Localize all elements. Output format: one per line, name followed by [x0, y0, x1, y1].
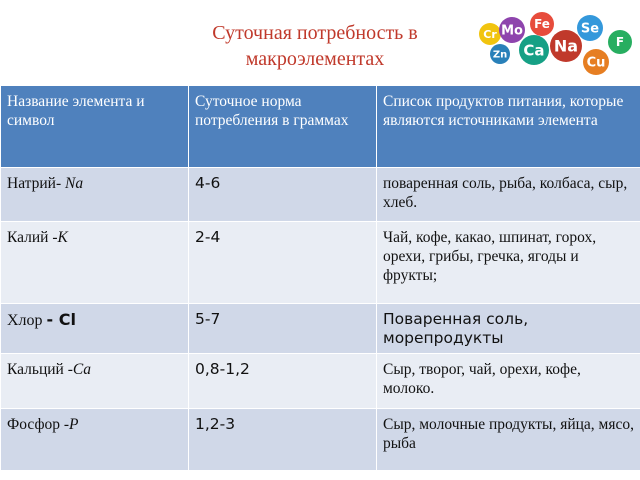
- element-symbol: - Cl: [46, 310, 76, 329]
- element-name: Фосфор -: [7, 416, 70, 433]
- element-name: Натрий-: [7, 175, 66, 192]
- element-ball-label: Mo: [501, 23, 523, 39]
- table-row: [1, 168, 640, 222]
- food-sources-cell: Сыр, молочные продукты, яйца, мясо, рыба: [377, 409, 640, 471]
- element-name-cell: [1, 304, 189, 354]
- element-ball-label: F: [615, 35, 625, 50]
- table-row: [1, 409, 640, 471]
- element-symbol: Na: [65, 175, 84, 192]
- food-sources-cell: Поваренная соль, морепродукты: [377, 304, 640, 354]
- element-ball-label: Cu: [586, 55, 606, 71]
- element-ball-label: Se: [580, 21, 600, 37]
- header-daily-norm: Суточное норма потребления в граммах: [189, 86, 377, 168]
- slide-title: Суточная потребность в макроэлементах: [212, 22, 418, 70]
- daily-amount-cell: 5-7: [189, 304, 377, 354]
- food-sources-cell: Чай, кофе, какао, шпинат, горох, орехи, грибы, гречка, ягоды и фрукты;: [377, 222, 640, 304]
- element-name-cell: [1, 222, 189, 304]
- daily-amount-cell: 1,2-3: [189, 409, 377, 471]
- header-row: [1, 86, 640, 168]
- table-row: [1, 222, 640, 304]
- macroelements-table: [0, 85, 640, 471]
- element-name: Калий -: [7, 229, 58, 246]
- daily-amount-cell: 2-4: [189, 222, 377, 304]
- element-ball-label: Fe: [534, 17, 550, 32]
- element-name-cell: [1, 409, 189, 471]
- daily-amount-cell: 4-6: [189, 168, 377, 222]
- element-name-cell: [1, 354, 189, 409]
- header-food-sources: Список продуктов питания, которые являются источниками элемента: [377, 86, 640, 168]
- element-symbol: K: [57, 229, 68, 246]
- element-name: Кальций -: [7, 361, 73, 378]
- element-name: Хлор: [7, 312, 47, 329]
- element-name-cell: [1, 168, 189, 222]
- element-ball-label: Ca: [523, 41, 545, 60]
- daily-amount-cell: 0,8-1,2: [189, 354, 377, 409]
- element-symbol: P: [69, 416, 79, 433]
- table-row: [1, 354, 640, 409]
- element-symbol: Ca: [72, 361, 91, 378]
- element-balls-image: [478, 8, 638, 78]
- table-row: [1, 304, 640, 354]
- header-element-name: Название элемента и символ: [1, 86, 189, 168]
- element-ball-label: Zn: [492, 49, 508, 61]
- food-sources-cell: Сыр, творог, чай, орехи, кофе, молоко.: [377, 354, 640, 409]
- element-ball-label: Cr: [483, 27, 497, 41]
- element-ball-label: Na: [553, 36, 579, 56]
- food-sources-cell: поваренная соль, рыба, колбаса, сыр, хлеб.: [377, 168, 640, 222]
